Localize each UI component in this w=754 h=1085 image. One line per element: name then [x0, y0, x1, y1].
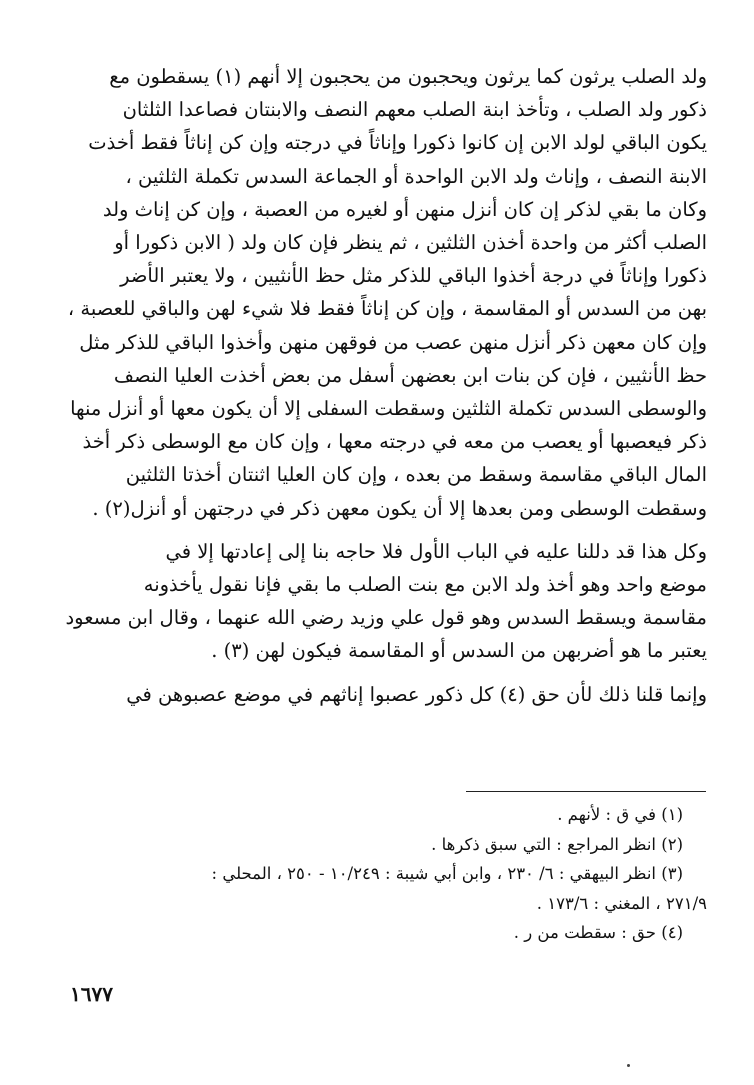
text-line: وكان ما بقي لذكر إن كان أنزل منهن أو لغيره من العصبة ، وإن كن إناث ولد	[102, 197, 707, 221]
text-line: الصلب أكثر من واحدة أخذن الثلثين ، ثم ينظر فإن كان ولد ( الابن ذكورا أو	[114, 231, 707, 255]
text-line: وسقطت الوسطى ومن بعدها إلا أن يكون معهن ذكر في درجتهن أو أنزل(٢) .	[92, 496, 707, 520]
paragraph-3	[62, 678, 707, 711]
main-text	[62, 60, 707, 711]
text-line: موضع واحد وهو أخذ ولد الابن مع بنت الصلب ما بقي فإنا نقول يأخذونه	[143, 573, 707, 597]
scan-speck	[627, 1064, 630, 1067]
paragraph-1	[62, 60, 707, 525]
paragraph-2	[62, 535, 707, 668]
text-line: والوسطى السدس تكملة الثلثين وسقطت السفلى إلا أن يكون معها أو أنزل منها	[70, 397, 707, 421]
text-line: يكون الباقي لولد الابن إن كانوا ذكورا وإناثاً في درجته وإن كن إناثاً فقط أخذت	[88, 131, 707, 155]
text-line: مقاسمة ويسقط السدس وهو قول علي وزيد رضي الله عنهما ، وقال ابن مسعود	[65, 606, 707, 630]
text-line: ذكور ولد الصلب ، وتأخذ ابنة الصلب معهم النصف والابنتان فصاعدا الثلثان	[122, 98, 707, 122]
text-line: حظ الأنثيين ، فإن كن بنات ابن بعضهن أسفل من بعض أخذت العليا النصف	[113, 363, 707, 387]
text-line: ذكورا وإناثاً في درجة أخذوا الباقي للذكر مثل حظ الأنثيين ، ولا يعتبر الأضر	[120, 264, 707, 288]
text-line: بهن من السدس أو المقاسمة ، وإن كن إناثاً فقط فلا شيء لهن والباقي للعصبة ،	[67, 297, 707, 321]
text-line: الابنة النصف ، وإناث ولد الابن الواحدة أو الجماعة السدس تكملة الثلثين ،	[125, 164, 707, 188]
text-line: وإن كان معهن ذكر أنزل منهن عصب من فوقهن منهن وأخذوا الباقي للذكر مثل	[79, 330, 707, 354]
text-line: وإنما قلنا ذلك لأن حق (٤) كل ذكور عصبوا إناثهم في موضع عصبوهن في	[126, 682, 707, 706]
footnote-3: (٣) انظر البيهقي : ٦/ ٢٣٠ ، وابن أبي شيبة : ١٠/٢٤٩ - ٢٥٠ ، المحلي :	[211, 864, 683, 883]
text-line: المال الباقي مقاسمة وسقط من بعده ، وإن كان العليا اثنتان أخذتا الثلثين	[125, 463, 707, 487]
text-line: ولد الصلب يرثون كما يرثون ويحجبون من يحجبون إلا أنهم (١) يسقطون مع	[109, 65, 707, 88]
footnote-3-continued: ٢٧١/٩ ، المغني : ١٧٣/٦ .	[536, 893, 707, 913]
footnote-4: (٤) حق : سقطت من ر .	[513, 923, 683, 942]
footnote-2: (٢) انظر المراجع : التي سبق ذكرها .	[431, 834, 683, 854]
text-line: ذكر فيعصبها أو يعصب من معه في درجته معها ، وإن كان مع الوسطى ذكر أخذ	[82, 430, 707, 454]
footnote-1: (١) في ق : لأنهم .	[557, 805, 683, 824]
page-number: ١٦٧٧	[70, 982, 113, 1006]
footnote-separator	[466, 791, 706, 792]
text-line: يعتبر ما هو أضربهن من السدس أو المقاسمة فيكون لهن (٣) .	[211, 639, 707, 663]
text-line: وكل هذا قد دللنا عليه في الباب الأول فلا حاجه بنا إلى إعادتها إلا في	[165, 539, 707, 563]
footnotes	[62, 800, 707, 948]
